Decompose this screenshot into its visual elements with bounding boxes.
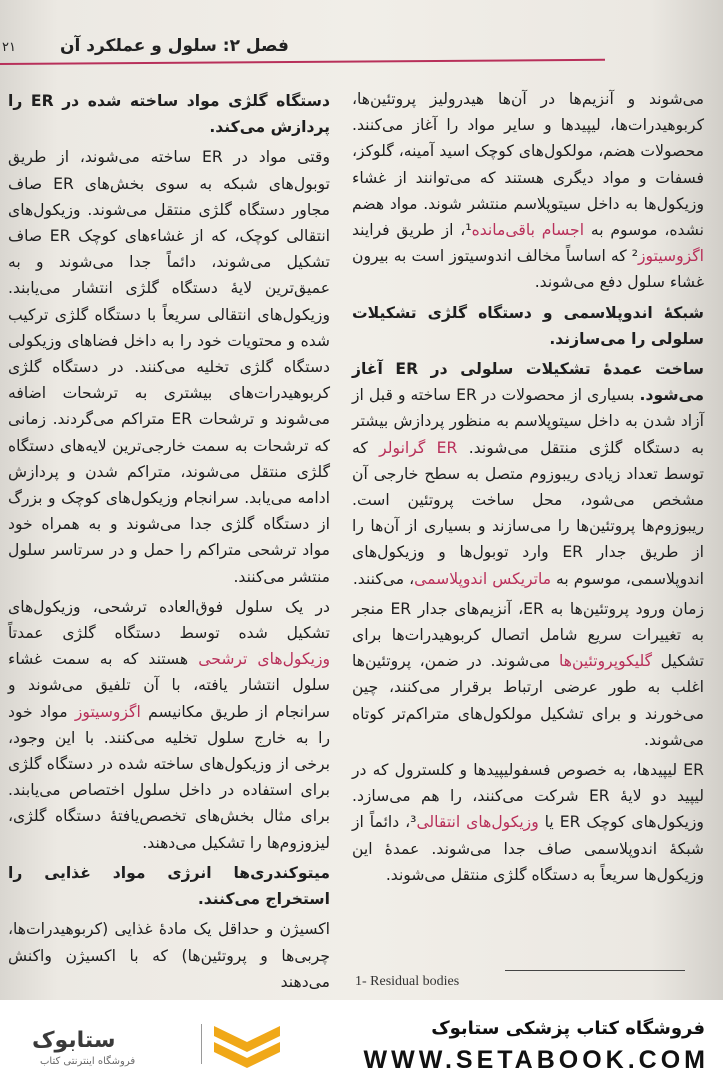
term-granular-er: ER گرانولر bbox=[379, 438, 458, 457]
brand-wordmark: ستابوک bbox=[32, 1028, 116, 1053]
shop-url[interactable]: WWW.SETABOOK.COM bbox=[363, 1046, 709, 1074]
paragraph: در یک سلول فوق‌العاده ترشحی، وزیکول‌های تشکیل شده توسط دستگاه گلژی عمدتاً وزیکول‌های ترشحی هستند که به سمت غشاء سلول انتشار یافته، با آن تلفیق می‌شوند و سرانجام از طریق مکانیسم اگزوسیتوز مواد خود را به خارج سلول تخلیه می‌کنند. با این وجود، برخی از وزیکول‌های ساخته شده در دستگاه گلژی برای استفاده در داخل سلول اختصاص می‌یابند. برای مثال بخش‌های تخصص‌یافتهٔ دستگاه گلژی، لیزوزوم‌ها را تشکیل می‌دهند. bbox=[8, 597, 330, 852]
term-residual-bodies: اجسام باقی‌مانده bbox=[471, 221, 585, 240]
header-rule bbox=[0, 59, 605, 65]
page-header bbox=[0, 30, 723, 72]
chevron-logo-icon bbox=[210, 1020, 284, 1068]
page-number: ۲۱ bbox=[2, 40, 16, 55]
subheading-er-synthesis: ساخت عمدهٔ تشکیلات سلولی در ER آغاز می‌شود. bbox=[352, 360, 705, 405]
term-endoplasmic-matrix: ماتریکس اندوپلاسمی bbox=[414, 569, 552, 588]
term-transport-vesicles: وزیکول‌های انتقالی bbox=[416, 813, 539, 832]
term-glycoproteins: گلیکوپروتئین‌ها bbox=[559, 652, 653, 671]
paragraph: اکسیژن و حداقل یک مادهٔ غذایی (کربوهیدرات‌ها، چربی‌ها و پروتئین‌ها) که با اکسیژن واکنش می‌دهند bbox=[8, 920, 330, 991]
section-heading-golgi: دستگاه گلژی مواد ساخته شده در ER را پردازش می‌کند. bbox=[8, 92, 330, 137]
section-heading-er-golgi: شبکهٔ اندوپلاسمی و دستگاه گلژی تشکیلات سلولی را می‌سازند. bbox=[352, 303, 704, 348]
term-secretory-vesicles: وزیکول‌های ترشحی bbox=[198, 650, 330, 669]
paragraph: وقتی مواد در ER ساخته می‌شوند، از طریق توبول‌های شبکه به سوی بخش‌های ER صاف مجاور دستگاه گلژی منتقل می‌شوند. وزیکول‌های انتقالی کوچک، که از غشاءهای کوچک ER صاف تشکیل می‌شوند، دائماً جدا می‌شوند و به عمیق‌ترین لایهٔ دستگاه گلژی انتشار می‌یابند. وزیکول‌های انتقالی سریعاً با دستگاه گلژی ترکیب شده و محتویات خود را به داخل فضاهای وزیکولی دستگاه گلژی تخلیه می‌کنند. در دستگاه گلژی کربوهیدرات‌های بیشتری به ترشحات اضافه می‌شوند و ترشحات ER متراکم می‌گردند. زمانی که ترشحات به سمت خارجی‌ترین لایه‌های دستگاه گلژی منتقل می‌شوند، متراکم شدن و پردازش ادامه می‌یابد. سرانجام وزیکول‌های کوچک و بزرگ از دستگاه گلژی جدا می‌شوند و به همراه خود مواد ترشحی متراکم را حمل و در سرتاسر سلول منتشر می‌کنند. bbox=[8, 148, 330, 586]
brand-tagline: فروشگاه اینترنتی کتاب bbox=[40, 1056, 136, 1067]
right-column bbox=[352, 86, 704, 892]
term-exocytosis: اگزوسیتوز bbox=[638, 247, 704, 266]
shop-title: فروشگاه کتاب پزشکی ستابوک bbox=[431, 1018, 705, 1039]
footnote: 1- Residual bodies bbox=[355, 974, 460, 989]
section-heading-mitochondria: میتوکندری‌ها انرژی مواد غذایی را استخراج می‌کنند. bbox=[8, 863, 330, 909]
left-column bbox=[8, 86, 330, 999]
paragraph: می‌شوند و آنزیم‌ها در آن‌ها هیدرولیز پروتئین‌ها، کربوهیدرات‌ها، لیپیدها و سایر مواد را آغاز می‌کنند. محصولات هضم، مولکول‌های کوچک اسید آمینه، گلوکز، فسفات و مواد دیگری هستند که می‌توانند از غشاء وزیکول‌ها به داخل سیتوپلاسم منتشر شوند. مواد هضم نشده، موسوم به اجسام باقی‌مانده¹، از طریق فرایند اگزوسیتوز² که اساساً مخالف اندوسیتوز است به بیرون غشاء سلول دفع می‌شوند. bbox=[352, 90, 704, 292]
paragraph: ER لیپیدها، به خصوص فسفولیپیدها و کلسترول که در لیپید دو لایهٔ ER شرکت می‌کنند، را هم می‌سازد. وزیکول‌های کوچک ER یا وزیکول‌های انتقالی³، دائماً از شبکهٔ اندوپلاسمی صاف جدا می‌شوند. عمدهٔ این وزیکول‌ها سریعاً به دستگاه گلژی منتقل می‌شوند. bbox=[352, 761, 704, 884]
chapter-title: فصل ۲: سلول و عملکرد آن bbox=[60, 36, 289, 56]
paragraph: زمان ورود پروتئین‌ها به ER، آنزیم‌های جدار ER منجر به تغییرات سریع شامل اتصال کربوهیدرات‌ها برای تشکیل گلیکوپروتئین‌ها می‌شوند. در ضمن، پروتئین‌ها اغلب به طور عرضی ارتباط برقرار می‌کنند، چین می‌خورند و برای تشکیل مولکول‌های متراکم‌تر کوتاه می‌شوند. bbox=[352, 599, 705, 749]
paragraph: ساخت عمدهٔ تشکیلات سلولی در ER آغاز می‌شود. بسیاری از محصولات در ER ساخته و قبل از آزاد شدن به داخل سیتوپلاسم به منظور پردازش بیشتر به دستگاه گلژی منتقل می‌شوند. ER گرانولر که توسط تعداد زیادی ریبوزوم متصل به سطح خارجی آن مشخص می‌شود، محل ساخت پروتئین است. ریبوزوم‌ها پروتئین‌ها را می‌سازند و بسیاری از آن‌ها را از طریق جدار ER وارد توبول‌ها و وزیکول‌های اندوپلاسمی، موسوم به ماتریکس اندوپلاسمی، می‌کنند. bbox=[352, 360, 705, 588]
store-banner bbox=[0, 1000, 723, 1080]
term-exocytosis: اگزوسیتوز bbox=[74, 702, 141, 721]
footnote-rule bbox=[505, 970, 685, 971]
logo-divider bbox=[201, 1024, 202, 1064]
